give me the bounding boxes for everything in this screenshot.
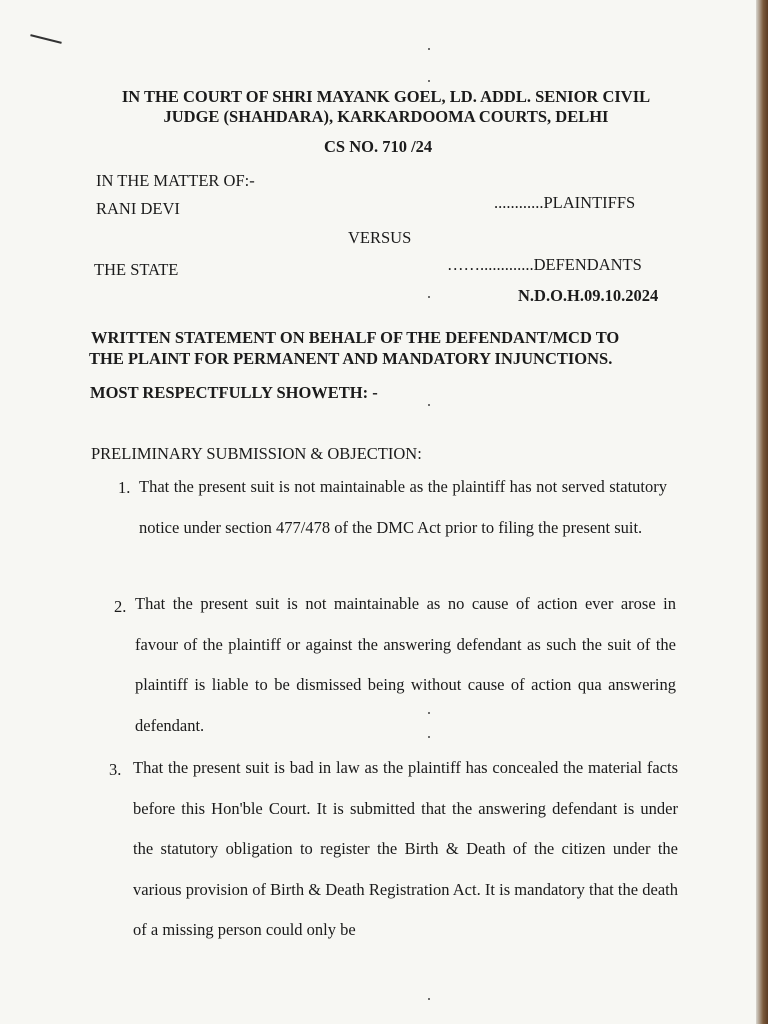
defendant-role: …….............DEFENDANTS [447, 255, 642, 274]
in-the-matter-label: IN THE MATTER OF:- [96, 171, 255, 190]
speck [428, 80, 430, 82]
item-number: 3. [109, 760, 122, 779]
defendant-name: THE STATE [94, 260, 179, 279]
page-edge-shadow [756, 0, 768, 1024]
court-heading-line1: IN THE COURT OF SHRI MAYANK GOEL, LD. ADDL. SENIOR CIVIL [121, 87, 651, 106]
speck [428, 712, 430, 714]
section-heading: PRELIMINARY SUBMISSION & OBJECTION: [91, 444, 422, 463]
court-heading-line2: JUDGE (SHAHDARA), KARKARDOOMA COURTS, DELHI [163, 107, 609, 126]
speck [428, 998, 430, 1000]
speck [428, 296, 430, 298]
next-date-of-hearing: N.D.O.H.09.10.2024 [518, 286, 659, 305]
item-text: That the present suit is not maintainable as no cause of action ever arose in favour of the plaintiff or against the answering defendant as such the suit of the plaintiff is liable to be dismissed being without cause of action qua answering defendant. [135, 594, 676, 735]
plaintiff-name: RANI DEVI [96, 199, 180, 218]
item-number: 1. [118, 478, 131, 497]
speck [428, 48, 430, 50]
item-text: That the present suit is not maintainable as the plaintiff has not served statutory notice under section 477/478 of the DMC Act prior to filing the present suit. [139, 477, 667, 537]
item-text: That the present suit is bad in law as the plaintiff has concealed the material facts before this Hon'ble Court. It is submitted that the answering defendant is under the statutory obligation to register the Birth & Death of the citizen under the various provision of Birth & Death Registration Act. It is mandatory that the death of a missing person could only be [133, 758, 678, 939]
speck [428, 404, 430, 406]
case-number: CS NO. 710 /24 [324, 137, 433, 156]
written-statement-title-line1: WRITTEN STATEMENT ON BEHALF OF THE DEFENDANT/MCD TO [91, 328, 620, 347]
written-statement-title-line2: THE PLAINT FOR PERMANENT AND MANDATORY INJUNCTIONS. [89, 349, 613, 368]
versus-label: VERSUS [348, 228, 412, 247]
speck [428, 736, 430, 738]
showeth-heading: MOST RESPECTFULLY SHOWETH: - [90, 383, 378, 402]
item-number: 2. [114, 597, 127, 616]
plaintiff-role: ............PLAINTIFFS [494, 193, 636, 212]
pen-mark [30, 34, 62, 44]
